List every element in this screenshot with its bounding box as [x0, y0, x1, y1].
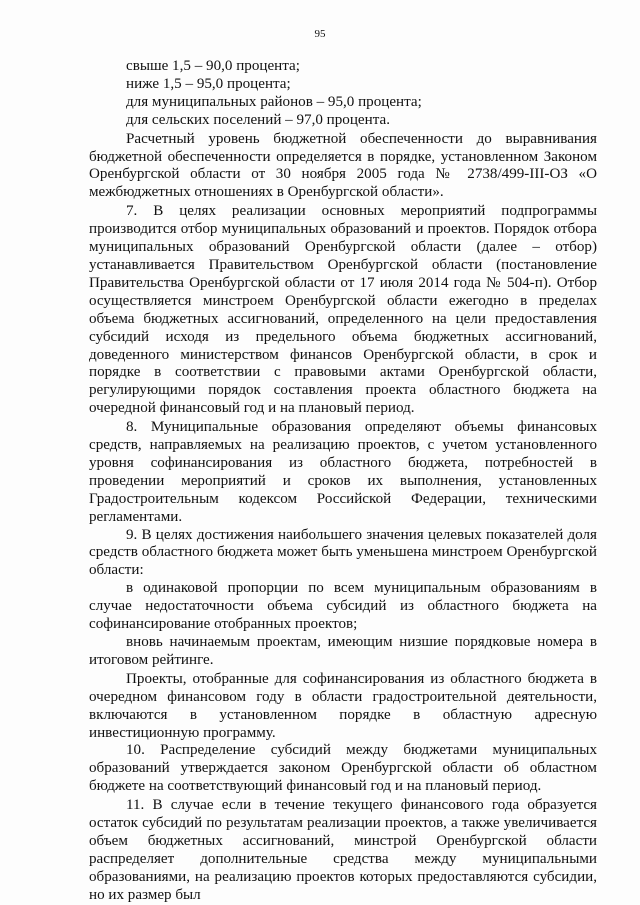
paragraph-item-9: 9. В целях достижения наибольшего значения целевых показателей доля средств областного бюджета может быть уменьшена минстроем Оренбургской области: [89, 526, 597, 579]
list-item-rural-settlements: для сельских поселений – 97,0 процента. [126, 111, 390, 128]
paragraph-item-10: 10. Распределение субсидий между бюджетами муниципальных образований утверждается законом Оренбургской области об областном бюджете на соответствующий финансовый год и на плановый период. [89, 742, 597, 795]
paragraph-calculated-level: Расчетный уровень бюджетной обеспеченности до выравнивания бюджетной обеспеченности определяется в порядке, установленном Законом Оренбургской области от 30 ноября 2005 года № 2738/499-III-ОЗ «О межбюджетных отношениях в Оренбургской области». [89, 130, 597, 201]
paragraph-projects-selected: Проекты, отобранные для софинансирования из областного бюджета в очередном финансовом году в области градостроительной деятельности, включаются в установленном порядке в областную адресную инвестиционную программу. [89, 670, 597, 741]
paragraph-item-9-case-2: вновь начинаемым проектам, имеющим низшие порядковые номера в итоговом рейтинге. [89, 634, 597, 668]
list-item-municipal-districts: для муниципальных районов – 95,0 процента; [126, 93, 422, 110]
document-body [89, 58, 597, 905]
paragraph-item-8: 8. Муниципальные образования определяют объемы финансовых средств, направляемых на реализацию проектов, с учетом установленного уровня софинансирования из областного бюджета, потребностей в проведении мероприятий и сроков их выполнения, установленных Градостроительным кодексом Российской Федерации, техническими регламентами. [89, 419, 597, 525]
list-item-below-1-5: ниже 1,5 – 95,0 процента; [126, 75, 291, 92]
paragraph-item-7: 7. В целях реализации основных мероприятий подпрограммы производится отбор муниципальных образований и проектов. Порядок отбора муниципальных образований Оренбургской области (далее – отбор) устанавливается Правительством Оренбургской области (постановление Правительства Оренбургской области от 17 июля 2014 года № 504-п). Отбор осуществляется минстроем Оренбургской области ежегодно в пределах объема бюджетных ассигнований, определенного на цели предоставления субсидий исходя из предельного объема бюджетных ассигнований, доведенного министерством финансов Оренбургской области, в срок и порядке в соответствии с правовыми актами Оренбургской области, регулирующими порядок составления проекта областного бюджета на очередной финансовый год и на плановый период. [89, 203, 597, 417]
paragraph-item-11: 11. В случае если в течение текущего финансового года образуется остаток субсидий по результатам реализации проектов, а также увеличивается объем бюджетных ассигнований, минстрой Оренбургской области распределяет дополнительные средства между муниципальными образованиями, на реализацию проектов которых предоставляются субсидии, но их размер был [89, 797, 597, 903]
list-item-above-1-5: свыше 1,5 – 90,0 процента; [126, 58, 300, 74]
page-number: 95 [314, 28, 326, 40]
paragraph-item-9-case-1: в одинаковой пропорции по всем муниципальным образованиям в случае недостаточности объема субсидий из областного бюджета на софинансирование отобранных проектов; [89, 580, 597, 633]
